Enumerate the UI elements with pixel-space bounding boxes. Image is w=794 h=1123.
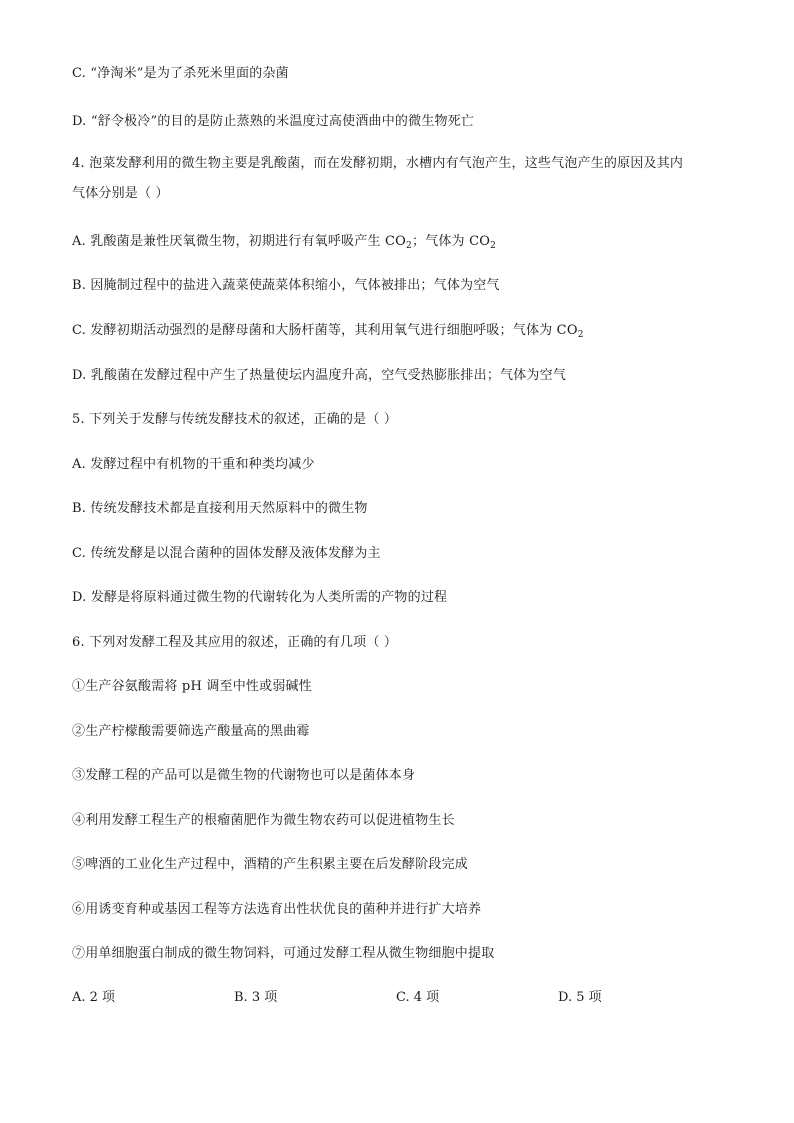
q5-option-b: B. 传统发酵技术都是直接利用天然原料中的微生物 — [72, 501, 368, 516]
q4-option-a-text: A. 乳酸菌是兼性厌氧微生物，初期进行有氧呼吸产生 CO — [72, 234, 406, 249]
q4-option-d: D. 乳酸菌在发酵过程中产生了热量使坛内温度升高，空气受热膨胀排出；气体为空气 — [72, 368, 567, 383]
q4-option-c-text: C. 发酵初期活动强烈的是酵母菌和大肠杆菌等，其利用氧气进行细胞呼吸；气体为 CO — [72, 323, 578, 338]
q4-stem-line1: 4. 泡菜发酵利用的微生物主要是乳酸菌，而在发酵初期，水槽内有气泡产生，这些气泡产生的原因及其内 — [72, 156, 684, 171]
q6-item-6: ⑥用诱变育种或基因工程等方法选育出性状优良的菌种并进行扩大培养 — [72, 902, 482, 917]
q6-item-2: ②生产柠檬酸需要筛选产酸量高的黑曲霉 — [72, 724, 310, 739]
q6-stem: 6. 下列对发酵工程及其应用的叙述，正确的有几项（ ） — [72, 635, 398, 650]
q6-item-4: ④利用发酵工程生产的根瘤菌肥作为微生物农药可以促进植物生长 — [72, 813, 455, 828]
q6-item-5: ⑤啤酒的工业化生产过程中，酒精的产生积累主要在后发酵阶段完成 — [72, 857, 469, 872]
q4-option-a-sub2: 2 — [490, 241, 497, 251]
q6-item-3: ③发酵工程的产品可以是微生物的代谢物也可以是菌体本身 — [72, 768, 416, 783]
q5-option-c: C. 传统发酵是以混合菌种的固体发酵及液体发酵为主 — [72, 546, 381, 561]
q4-stem-line2: 气体分别是（ ） — [72, 186, 169, 201]
q4-option-c — [72, 321, 722, 341]
q6-option-b: B. 3 项 — [234, 990, 278, 1005]
q4-option-b: B. 因腌制过程中的盐进入蔬菜使蔬菜体积缩小，气体被排出；气体为空气 — [72, 278, 500, 293]
q5-option-a: A. 发酵过程中有机物的干重和种类均减少 — [72, 457, 315, 472]
q6-item-7: ⑦用单细胞蛋白制成的微生物饲料，可通过发酵工程从微生物细胞中提取 — [72, 946, 495, 961]
q5-stem: 5. 下列关于发酵与传统发酵技术的叙述，正确的是（ ） — [72, 412, 398, 427]
q4-option-c-sub: 2 — [577, 330, 584, 340]
q4-option-a-sub1: 2 — [406, 241, 412, 251]
q4-option-a-mid: ；气体为 CO — [411, 234, 491, 249]
q6-option-d: D. 5 项 — [558, 990, 602, 1005]
q4-option-a — [72, 232, 722, 252]
q3-option-d: D. “舒令极冷”的目的是防止蒸熟的米温度过高使酒曲中的微生物死亡 — [72, 114, 475, 129]
q6-option-c: C. 4 项 — [396, 990, 440, 1005]
q6-options-row — [72, 988, 722, 1008]
q6-option-a: A. 2 项 — [72, 990, 116, 1005]
q5-option-d: D. 发酵是将原料通过微生物的代谢转化为人类所需的产物的过程 — [72, 590, 448, 605]
q3-option-c: C. “净淘米”是为了杀死米里面的杂菌 — [72, 66, 289, 81]
q6-item-1: ①生产谷氨酸需将 pH 调至中性或弱碱性 — [72, 679, 312, 694]
